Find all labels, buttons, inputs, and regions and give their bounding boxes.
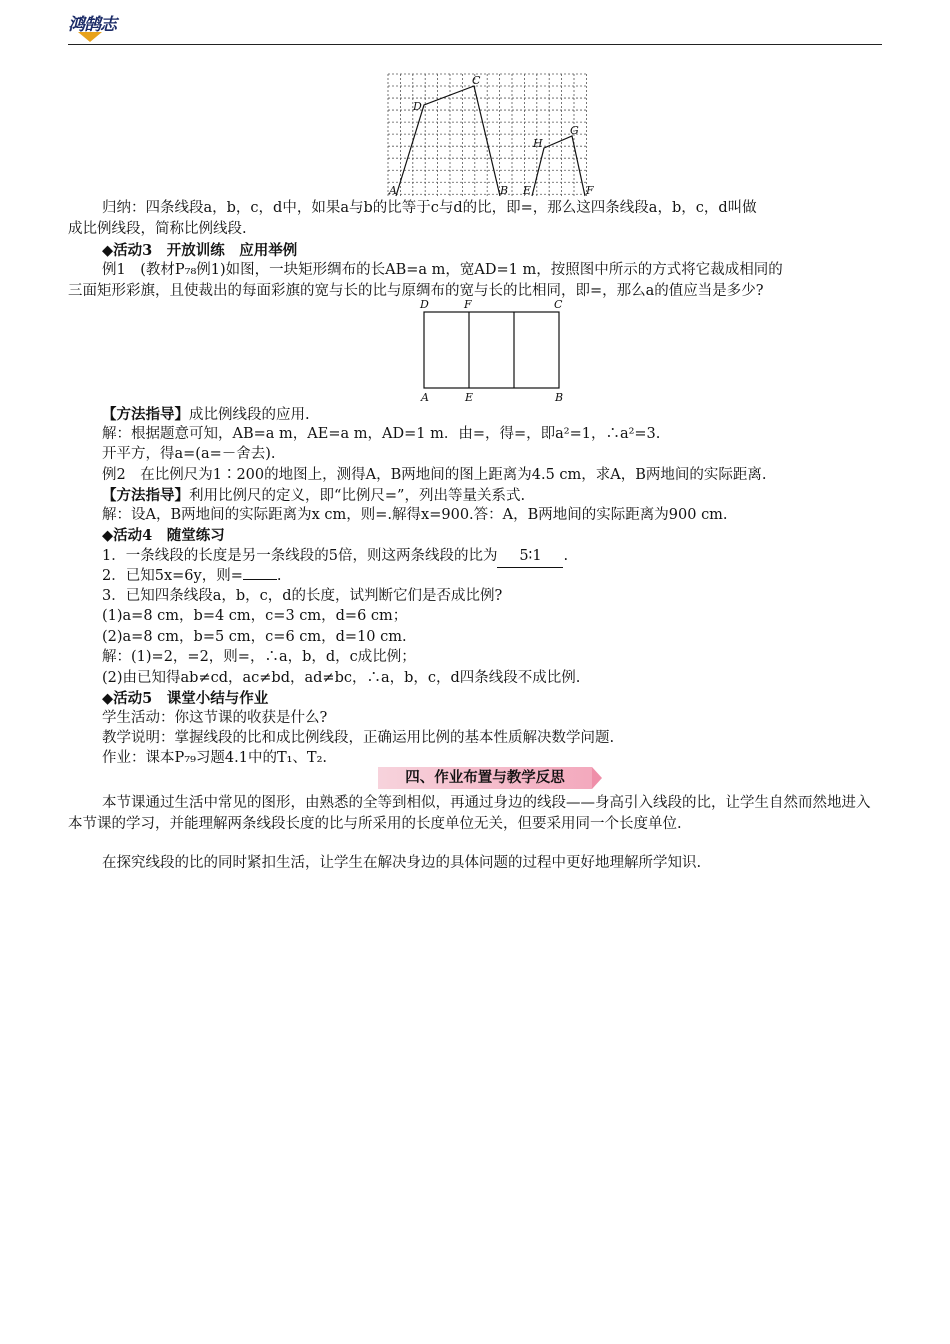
fig1-label-e: E [523, 184, 532, 197]
logo-swoosh-icon [78, 32, 102, 42]
method2-text: 利用比例尺的定义，即“比例尺=”，列出等量关系式. [189, 488, 526, 504]
summary-line-1: 归纳：四条线段a，b，c，d中，如果a与b的比等于c与d的比，即=，那么这四条线段a，b，c，d叫做 [102, 200, 757, 216]
summary-line-2: 成比例线段，简称比例线段. [68, 221, 247, 237]
grid-lines [388, 74, 586, 196]
fig2-label-a: A [421, 391, 429, 404]
activity4-q2: 2．已知5x=6y，则= . [102, 568, 282, 584]
activity4-q3: 3．已知四条线段a，b，c，d的长度，试判断它们是否成比例? [102, 588, 503, 604]
solution1-line-1: 解：根据题意可知，AB=a m，AE=a m，AD=1 m．由=，得=，即a²=1，∴a²=3. [102, 426, 661, 442]
solution1-line-2: 开平方，得a=(a=－舍去). [102, 446, 276, 462]
section4-title: 四、作业布置与教学反思 [405, 770, 565, 786]
fig2-label-f: F [464, 298, 472, 311]
activity4-q3-part2: (2)a=8 cm，b=5 cm，c=6 cm，d=10 cm. [102, 629, 407, 645]
q2-answer-blank [243, 579, 277, 580]
solution2-line: 解：设A，B两地间的实际距离为x cm，则=.解得x=900.答：A，B两地间的实际距离为900 cm. [102, 507, 728, 523]
fig1-label-f: F [586, 184, 594, 197]
method1-text: 成比例线段的应用. [189, 407, 310, 423]
section4-paragraph-2: 在探究线段的比的同时紧扣生活，让学生在解决身边的具体问题的过程中更好地理解所学知识. [102, 855, 702, 871]
method2-label: 【方法指导】 [102, 487, 189, 504]
header-divider [68, 44, 882, 45]
activity5-line-1: 学生活动：你这节课的收获是什么? [102, 710, 328, 726]
fig2-label-c: C [554, 298, 563, 311]
activity5-line-2: 教学说明：掌握线段的比和成比例线段，正确运用比例的基本性质解决数学问题. [102, 730, 615, 746]
section4-banner [378, 767, 604, 789]
activity4-q3-part1: (1)a=8 cm，b=4 cm，c=3 cm，d=6 cm； [102, 608, 408, 624]
fig1-label-c: C [472, 74, 481, 87]
rectangle-figure [414, 298, 574, 406]
activity3-heading: ◆活动3 开放训练 应用举例 [102, 242, 298, 259]
activity4-solution-1: 解：(1)=2，=2，则=，∴a，b，d，c成比例； [102, 649, 416, 665]
fig2-label-e: E [465, 391, 474, 404]
activity5-line-3: 作业：课本P₇₉习题4.1中的T₁、T₂. [102, 750, 328, 766]
fig1-label-b: B [500, 184, 509, 197]
method1-line [68, 404, 916, 426]
activity4-q1: 1．一条线段的长度是另一条线段的5倍，则这两条线段的比为 5∶1 . [68, 546, 916, 568]
section4-paragraph-1: 本节课通过生活中常见的图形，由熟悉的全等到相似，再通过身边的线段——身高引入线段的比，让学生自然而然地进入本节课的学习，并能理解两条线段长度的比与所采用的长度单位无关，但要采用同一个长度单位. [68, 795, 871, 832]
example2-line: 例2 在比例尺为1∶200的地图上，测得A，B两地间的图上距离为4.5 cm，求A，B两地间的实际距离. [102, 467, 767, 483]
banner-arrow-icon [592, 767, 602, 789]
fig1-label-d: D [413, 100, 422, 113]
fig1-label-g: G [570, 124, 579, 137]
q2-text: 2．已知5x=6y，则= [102, 568, 243, 584]
example1-line-1: 例1 (教材P₇₈例1)如图，一块矩形绸布的长AB=a m，宽AD=1 m，按照图中所示的方式将它裁成相同的 [102, 262, 783, 278]
method1-label: 【方法指导】 [102, 406, 189, 423]
brand-logo [68, 10, 148, 44]
polygon-abcd [396, 86, 500, 196]
activity4-heading: ◆活动4 随堂练习 [102, 527, 225, 544]
q1-answer: 5∶1 [497, 546, 563, 568]
example1-line-2: 三面矩形彩旗，且使裁出的每面彩旗的宽与长的比与原绸布的宽与长的比相同，即=，那么a的值应当是多少? [68, 283, 764, 299]
activity5-heading: ◆活动5 课堂小结与作业 [102, 690, 269, 707]
q1-text: 1．一条线段的长度是另一条线段的5倍，则这两条线段的比为 [102, 548, 498, 564]
fig1-label-a: A [389, 184, 397, 197]
fig2-label-d: D [420, 298, 429, 311]
grid-figure [386, 72, 598, 198]
fig2-label-b: B [555, 391, 564, 404]
method2-line [68, 485, 916, 507]
fig1-label-h: H [533, 137, 543, 150]
rect-abcd [424, 312, 559, 388]
activity4-solution-2: (2)由已知得ab≠cd，ac≠bd，ad≠bc，∴a，b，c，d四条线段不成比例. [102, 670, 581, 686]
logo-text: 鸿鹄志 [68, 15, 116, 35]
